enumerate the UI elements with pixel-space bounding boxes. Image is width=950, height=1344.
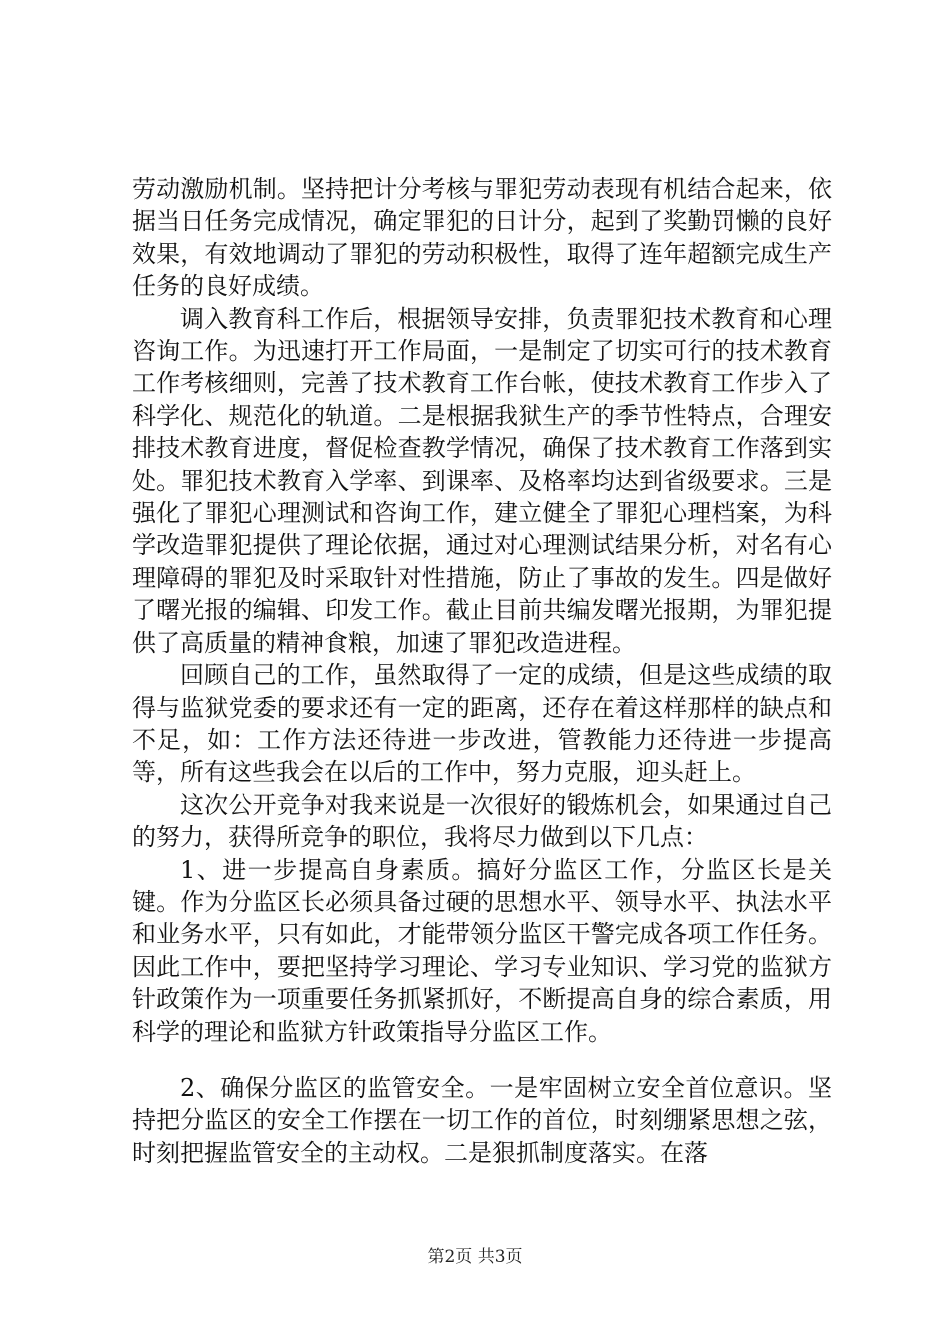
- page-footer: 第2页 共3页: [427, 1247, 523, 1267]
- paragraph-2: 调入教育科工作后，根据领导安排，负责罪犯技术教育和心理咨询工作。为迅速打开工作局面，一是制定了切实可行的技术教育工作考核细则，完善了技术教育工作台帐，使技术教育工作步入了科学化、规范化的轨道。二是根据我狱生产的季节性特点，合理安排技术教育进度，督促检查教学情况，确保了技术教育工作落到实处。罪犯技术教育入学率、到课率、及格率均达到省级要求。三是强化了罪犯心理测试和咨询工作，建立健全了罪犯心理档案，为科学改造罪犯提供了理论依据，通过对心理测试结果分析，对名有心理障碍的罪犯及时采取针对性措施，防止了事故的发生。四是做好了曙光报的编辑、印发工作。截止目前共编发曙光报期，为罪犯提供了高质量的精神食粮，加速了罪犯改造进程。: [132, 304, 832, 657]
- paragraph-5: 1、进一步提高自身素质。搞好分监区工作，分监区长是关键。作为分监区长必须具备过硬的思想水平、领导水平、执法水平和业务水平，只有如此，才能带领分监区干警完成各项工作任务。因此工作中，要把坚持学习理论、学习专业知识、学习党的监狱方针政策作为一项重要任务抓紧抓好，不断提高自身的综合素质，用科学的理论和监狱方针政策指导分监区工作。: [132, 855, 832, 1046]
- paragraph-1: 劳动激励机制。坚持把计分考核与罪犯劳动表现有机结合起来，依据当日任务完成情况，确定罪犯的日计分，起到了奖勤罚懒的良好效果，有效地调动了罪犯的劳动积极性，取得了连年超额完成生产任务的良好成绩。: [132, 175, 832, 301]
- document-body: [132, 173, 832, 1169]
- paragraph-6: 2、确保分监区的监管安全。一是牢固树立安全首位意识。坚持把分监区的安全工作摆在一切工作的首位，时刻绷紧思想之弦，时刻把握监管安全的主动权。二是狠抓制度落实。在落: [132, 1073, 832, 1167]
- paragraph-3: 回顾自己的工作，虽然取得了一定的成绩，但是这些成绩的取得与监狱党委的要求还有一定的距离，还存在着这样那样的缺点和不足，如：工作方法还待进一步改进，管教能力还待进一步提高等，所有这些我会在以后的工作中，努力克服，迎头赶上。: [132, 661, 832, 787]
- paragraph-4: 这次公开竞争对我来说是一次很好的锻炼机会，如果通过自己的努力，获得所竞争的职位，我将尽力做到以下几点：: [132, 790, 832, 852]
